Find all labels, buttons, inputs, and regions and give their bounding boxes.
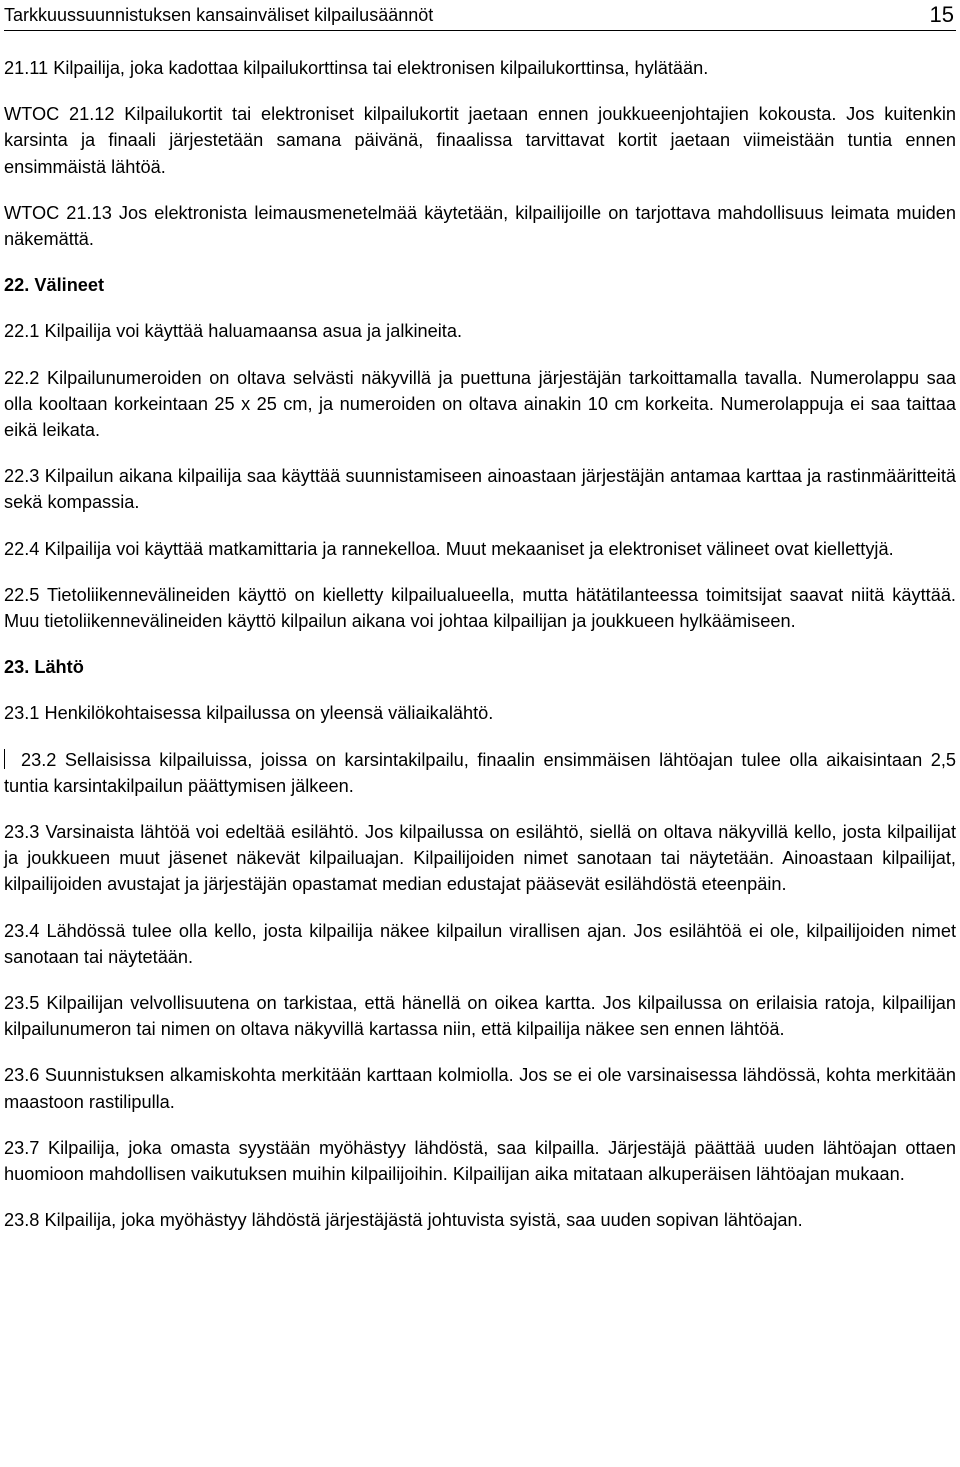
- paragraph-23-3: 23.3 Varsinaista lähtöä voi edeltää esilähtö. Jos kilpailussa on esilähtö, siellä on oltava näkyvillä kello, josta kilpailijat ja joukkueen muut jäsenet näkevät kilpailuajan. Kilpailijoiden nimet sanotaan tai näytetään. Ainoastaan kilpailijat, kilpailijoiden avustajat ja järjestäjän opastamat median edustajat pääsevät esilähdöstä eteenpäin.: [4, 822, 956, 895]
- paragraph-21-11: 21.11 Kilpailija, joka kadottaa kilpailukorttinsa tai elektronisen kilpailukorttinsa, hylätään.: [4, 58, 709, 78]
- paragraph-23-5: 23.5 Kilpailijan velvollisuutena on tarkistaa, että hänellä on oikea kartta. Jos kilpailussa on erilaisia ratoja, kilpailijan kilpailunumeron tai nimen on oltava näkyvillä kartassa niin, että kilpailija näkee sen ennen lähtöä.: [4, 993, 956, 1040]
- document-body: [4, 55, 956, 1254]
- paragraph-wtoc-21-12: WTOC 21.12 Kilpailukortit tai elektroniset kilpailukortit jaetaan ennen joukkueenjohtajien kokousta. Jos kuitenkin karsinta ja finaali järjestetään samana päivänä, finaalissa tarvittavat kortit jaetaan viimeistään tuntia ennen ensimmäistä lähtöä.: [4, 104, 956, 177]
- paragraph-23-1: 23.1 Henkilökohtaisessa kilpailussa on yleensä väliaikalähtö.: [4, 703, 494, 724]
- paragraph-22-5: 22.5 Tietoliikennevälineiden käyttö on kielletty kilpailualueella, mutta hätätilanteessa toimitsijat saavat niitä käyttää. Muu tietoliikennevälineiden käyttö kilpailun aikana voi johtaa kilpailijan ja joukkueen hylkäämiseen.: [4, 584, 956, 632]
- section-heading-22: 22. Välineet: [4, 275, 105, 296]
- paragraph-23-2: 23.2 Sellaisissa kilpailuissa, joissa on karsintakilpailu, finaalin ensimmäisen lähtöajan tulee olla aikaisintaan 2,5 tuntia karsintakilpailun päättymisen jälkeen.: [4, 749, 956, 796]
- paragraph-22-2: 22.2 Kilpailunumeroiden on oltava selvästi näkyvillä ja puettuna järjestäjän tarkoittamalla tavalla. Numerolappu saa olla kooltaan korkeintaan 25 x 25 cm, ja numeroiden on oltava ainakin 10 cm korkeita. Numerolappuja ei saa taittaa eikä leikata.: [4, 367, 956, 441]
- paragraph-22-1: 22.1 Kilpailija voi käyttää haluamaansa asua ja jalkineita.: [4, 321, 462, 342]
- change-bar: [4, 749, 5, 769]
- page-number: 15: [929, 2, 954, 27]
- paragraph-23-2-wrapper: [4, 747, 956, 799]
- paragraph-23-8: 23.8 Kilpailija, joka myöhästyy lähdöstä järjestäjästä johtuvista syistä, saa uuden sopivan lähtöajan.: [4, 1210, 803, 1231]
- paragraph-23-4: 23.4 Lähdössä tulee olla kello, josta kilpailija näkee kilpailun virallisen ajan. Jos esilähtöä ei ole, kilpailijoiden nimet sanotaan tai näytetään.: [4, 920, 956, 967]
- header-title: Tarkkuussuunnistuksen kansainväliset kilpailusäännöt: [4, 5, 434, 25]
- paragraph-22-3: 22.3 Kilpailun aikana kilpailija saa käyttää suunnistamiseen ainoastaan järjestäjän antamaa karttaa ja rastinmääritteitä sekä kompassia.: [4, 466, 956, 513]
- section-heading-23: 23. Lähtö: [4, 657, 84, 678]
- paragraph-wtoc-21-13: WTOC 21.13 Jos elektronista leimausmenetelmää käytetään, kilpailijoille on tarjottava mahdollisuus leimata muiden näkemättä.: [4, 202, 956, 250]
- paragraph-22-4: 22.4 Kilpailija voi käyttää matkamittaria ja rannekelloa. Muut mekaaniset ja elektroniset välineet ovat kiellettyjä.: [4, 538, 894, 559]
- page-header: [4, 4, 956, 31]
- paragraph-23-7: 23.7 Kilpailija, joka omasta syystään myöhästyy lähdöstä, saa kilpailla. Järjestäjä päättää uuden lähtöajan ottaen huomioon mahdollisen vaikutuksen muihin kilpailijoihin. Kilpailijan aika mitataan alkuperäisen lähtöajan mukaan.: [4, 1137, 956, 1185]
- paragraph-23-6: 23.6 Suunnistuksen alkamiskohta merkitään karttaan kolmiolla. Jos se ei ole varsinaisessa lähdössä, kohta merkitään maastoon rastilipulla.: [4, 1065, 956, 1112]
